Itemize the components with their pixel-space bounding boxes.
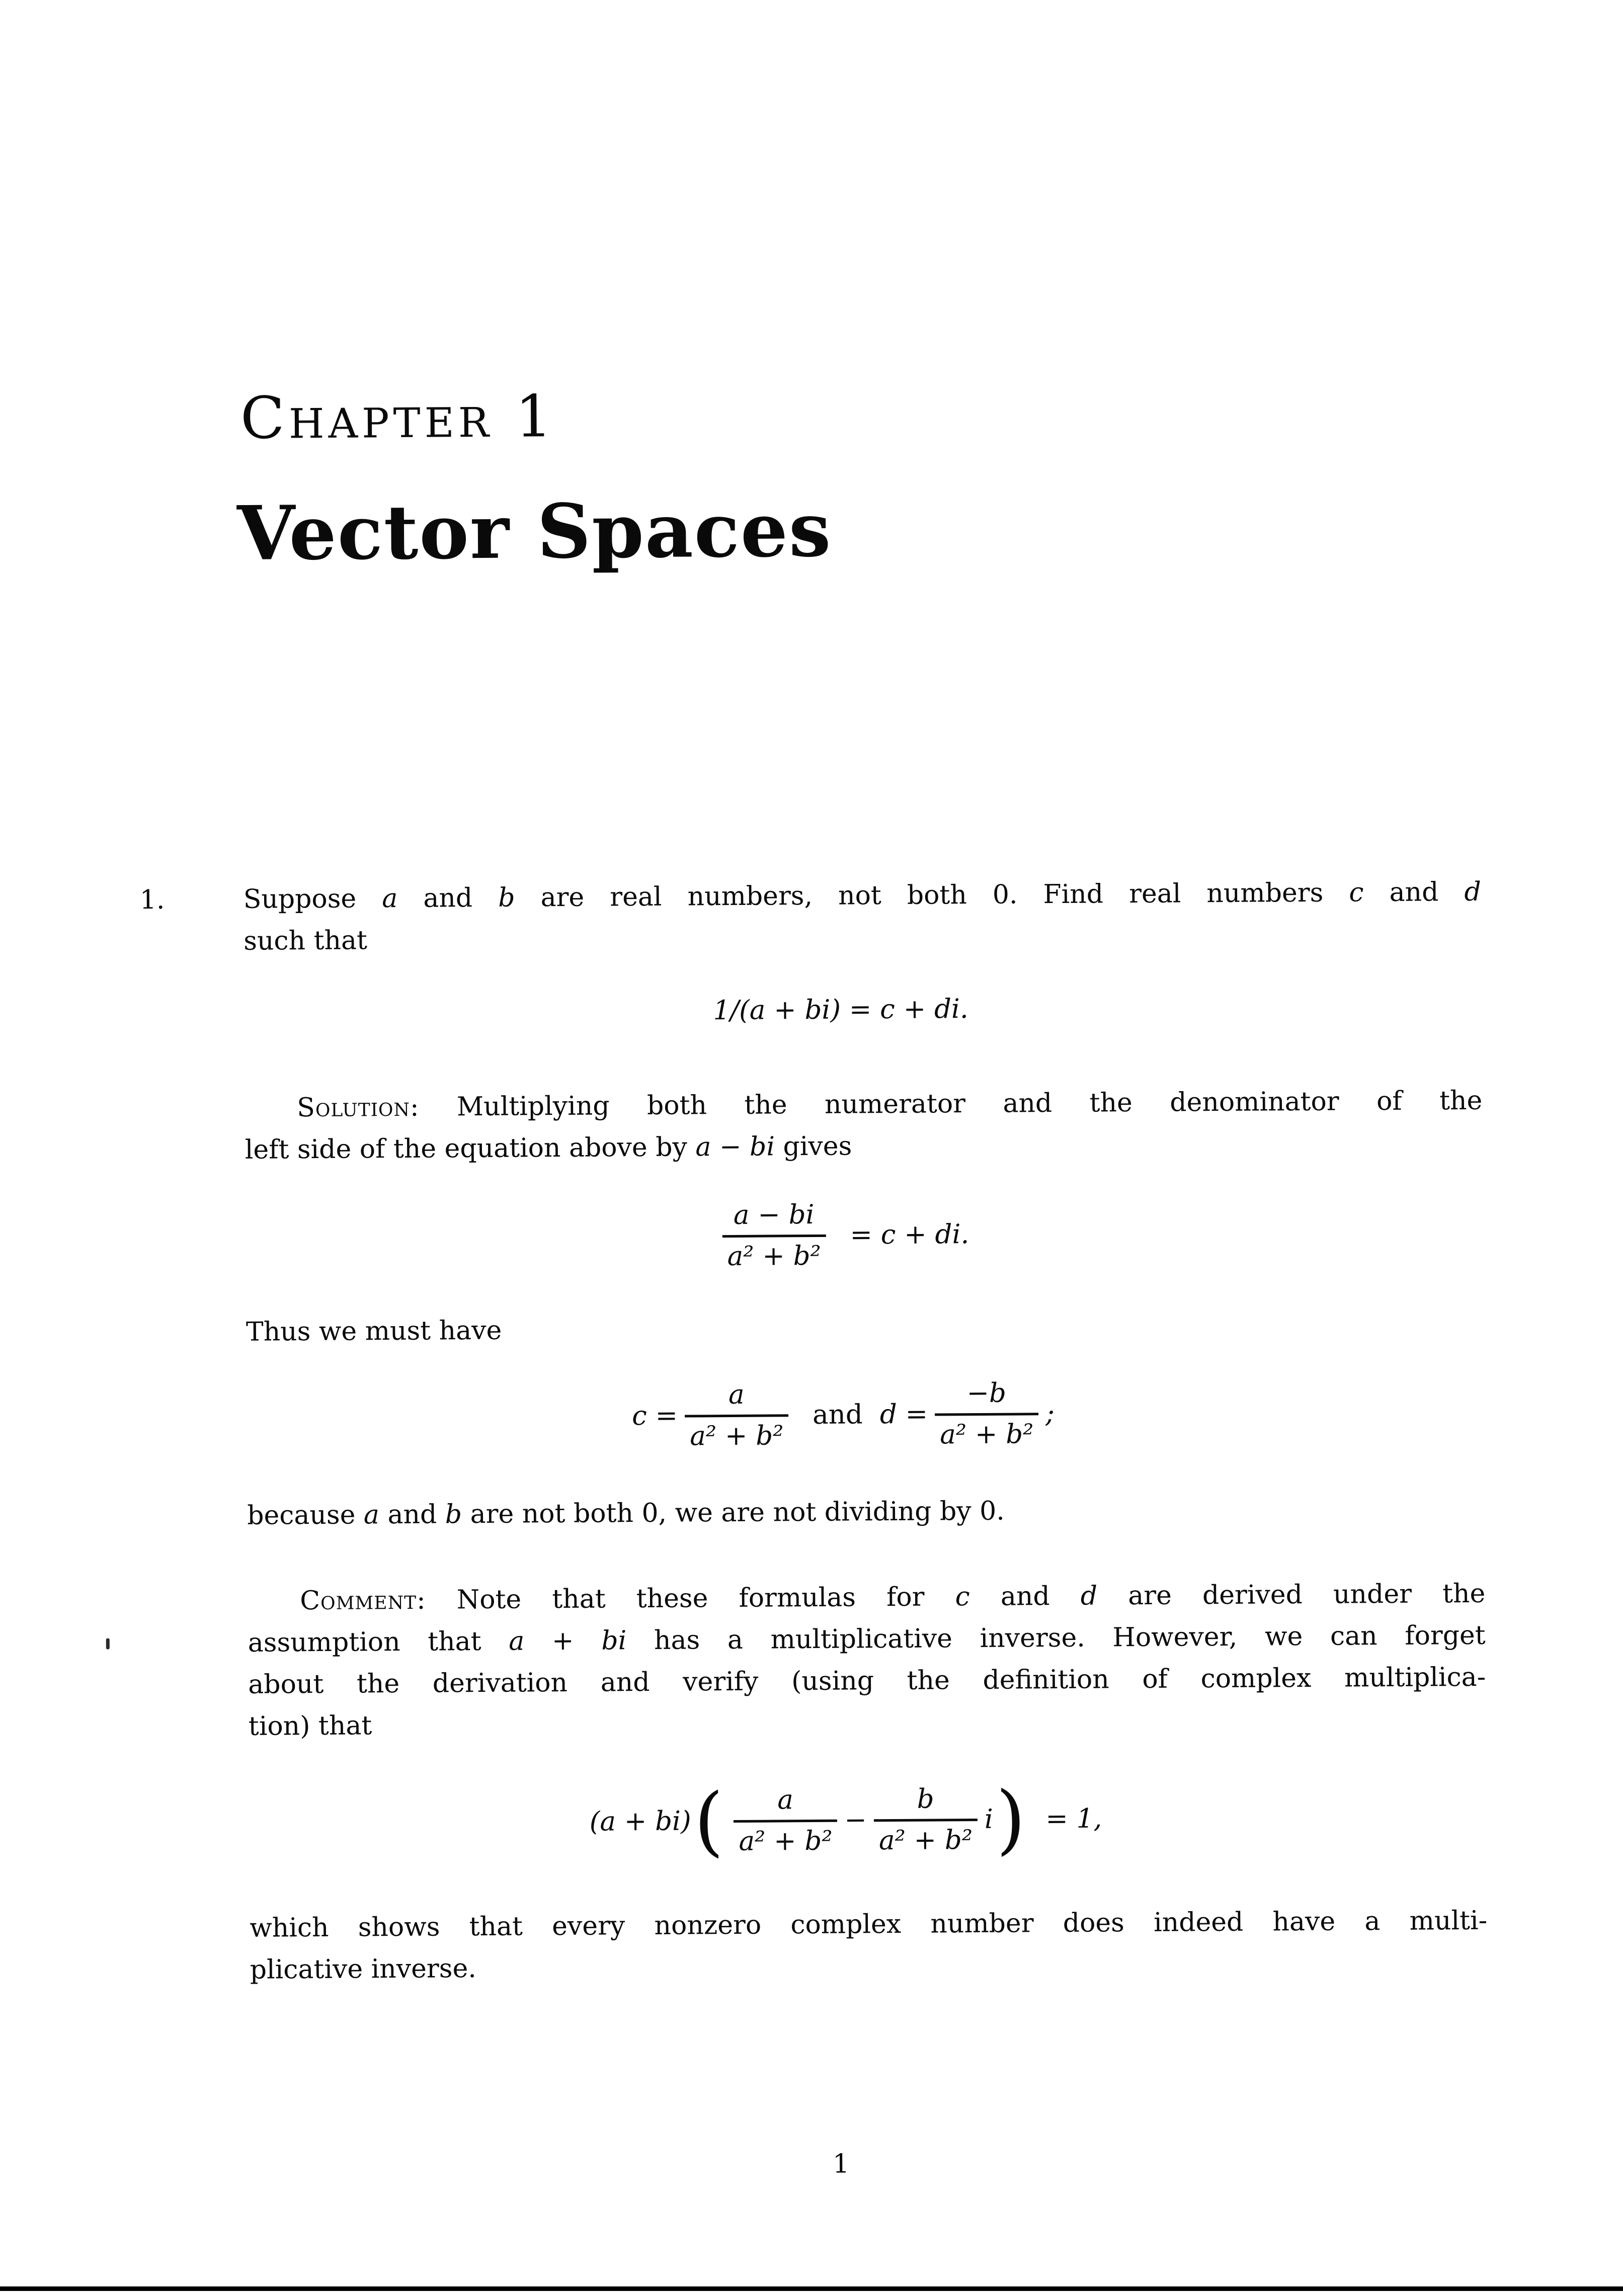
- problem-number: 1.: [140, 879, 165, 921]
- text-segment: and: [397, 883, 498, 914]
- closing-line-2: [250, 1948, 476, 1991]
- text-segment: and: [379, 1499, 445, 1530]
- text-segment: plicative inverse.: [250, 1953, 476, 1985]
- text-segment: c: [1349, 877, 1363, 908]
- i-symbol: i: [985, 1805, 993, 1835]
- text-segment: are derived under the: [1097, 1579, 1486, 1611]
- text-segment: assumption that: [248, 1626, 509, 1658]
- text-segment: about the derivation and verify (using the definition of complex multiplica-: [248, 1662, 1486, 1700]
- text-segment: tion) that: [249, 1710, 372, 1741]
- fraction-denominator: a² + b²: [935, 1413, 1039, 1450]
- fraction: [685, 1379, 789, 1452]
- solution-line-2: [245, 1126, 852, 1171]
- equation-verification: [227, 1781, 1465, 1860]
- text-segment: a: [364, 1500, 379, 1530]
- thus-line: [246, 1310, 502, 1353]
- solution-line-1: [245, 1080, 1482, 1129]
- equation-conjugate-fraction: [223, 1196, 1461, 1275]
- text-segment: a + bi: [509, 1625, 626, 1656]
- minus-sign: −: [844, 1805, 867, 1836]
- fraction: [734, 1785, 838, 1857]
- text-segment: has a multiplicative inverse. However, we can forget: [626, 1620, 1486, 1656]
- text-segment: and: [970, 1581, 1081, 1612]
- text-segment: Solution:: [297, 1092, 420, 1123]
- equation-text: 1/(a + bi) = c + di.: [713, 994, 968, 1026]
- problem-statement-line-1: [244, 871, 1481, 921]
- fraction-numerator: a: [685, 1379, 789, 1415]
- fraction: [873, 1784, 978, 1856]
- text-segment: a: [382, 883, 397, 914]
- text-segment: gives: [775, 1131, 852, 1162]
- fraction-denominator: a² + b²: [722, 1235, 826, 1272]
- fraction-numerator: a − bi: [722, 1200, 826, 1235]
- page-title: Vector Spaces: [237, 489, 832, 575]
- fraction-numerator: −b: [935, 1378, 1039, 1413]
- text-segment: are not both 0, we are not dividing by 0.: [462, 1496, 1005, 1530]
- text-segment: because: [247, 1500, 364, 1530]
- c-equals: c =: [632, 1401, 678, 1432]
- text-segment: d: [1081, 1581, 1098, 1611]
- text-segment: Multiplying both the numerator and the denominator of the: [419, 1086, 1482, 1122]
- text-segment: left side of the equation above by: [245, 1132, 696, 1165]
- closing-line-1: [250, 1900, 1487, 1949]
- scan-edge-bar: [0, 2286, 1623, 2291]
- text-segment: Suppose: [244, 883, 382, 915]
- text-segment: Note that these formulas for: [426, 1582, 955, 1615]
- equation-prefix: (a + bi): [590, 1806, 691, 1837]
- text-segment: such that: [244, 925, 367, 956]
- text-segment: are real numbers, not both 0. Find real numbers: [515, 877, 1349, 913]
- comment-line-4: [249, 1705, 372, 1747]
- fraction: [722, 1200, 826, 1272]
- problem-statement-line-2: [244, 920, 367, 962]
- fraction-numerator: b: [873, 1784, 978, 1819]
- d-equals: d =: [880, 1400, 928, 1431]
- comment-line-2: [248, 1615, 1486, 1664]
- page-number: 1: [833, 2149, 849, 2179]
- text-segment: Thus we must have: [246, 1316, 502, 1347]
- text-segment: d: [1464, 877, 1481, 907]
- equation-inverse-definition: [222, 991, 1459, 1029]
- text-segment: and: [1363, 877, 1464, 908]
- fraction-denominator: a² + b²: [874, 1819, 978, 1856]
- text-segment: a − bi: [695, 1131, 775, 1162]
- text-segment: b: [445, 1499, 462, 1529]
- text-segment: Comment:: [300, 1585, 426, 1616]
- because-line: [247, 1491, 1005, 1537]
- fraction: [935, 1378, 1039, 1450]
- and-connector: and: [813, 1400, 863, 1431]
- fraction-denominator: a² + b²: [685, 1414, 789, 1452]
- comment-line-3: [248, 1657, 1486, 1706]
- fraction-numerator: a: [734, 1785, 838, 1820]
- comment-line-1: [248, 1573, 1485, 1622]
- text-segment: c: [955, 1582, 969, 1612]
- text-segment: which shows that every nonzero complex number does indeed have a multi-: [250, 1906, 1487, 1943]
- equation-rhs: = c + di.: [850, 1219, 969, 1251]
- equation-c-and-d: [224, 1375, 1463, 1455]
- text-segment: b: [498, 883, 515, 913]
- semicolon: ;: [1045, 1399, 1054, 1429]
- scan-artifact-mark: [106, 1638, 110, 1650]
- equation-rhs: = 1,: [1045, 1803, 1102, 1835]
- chapter-label: Chapter 1: [240, 388, 556, 448]
- fraction-denominator: a² + b²: [734, 1820, 838, 1857]
